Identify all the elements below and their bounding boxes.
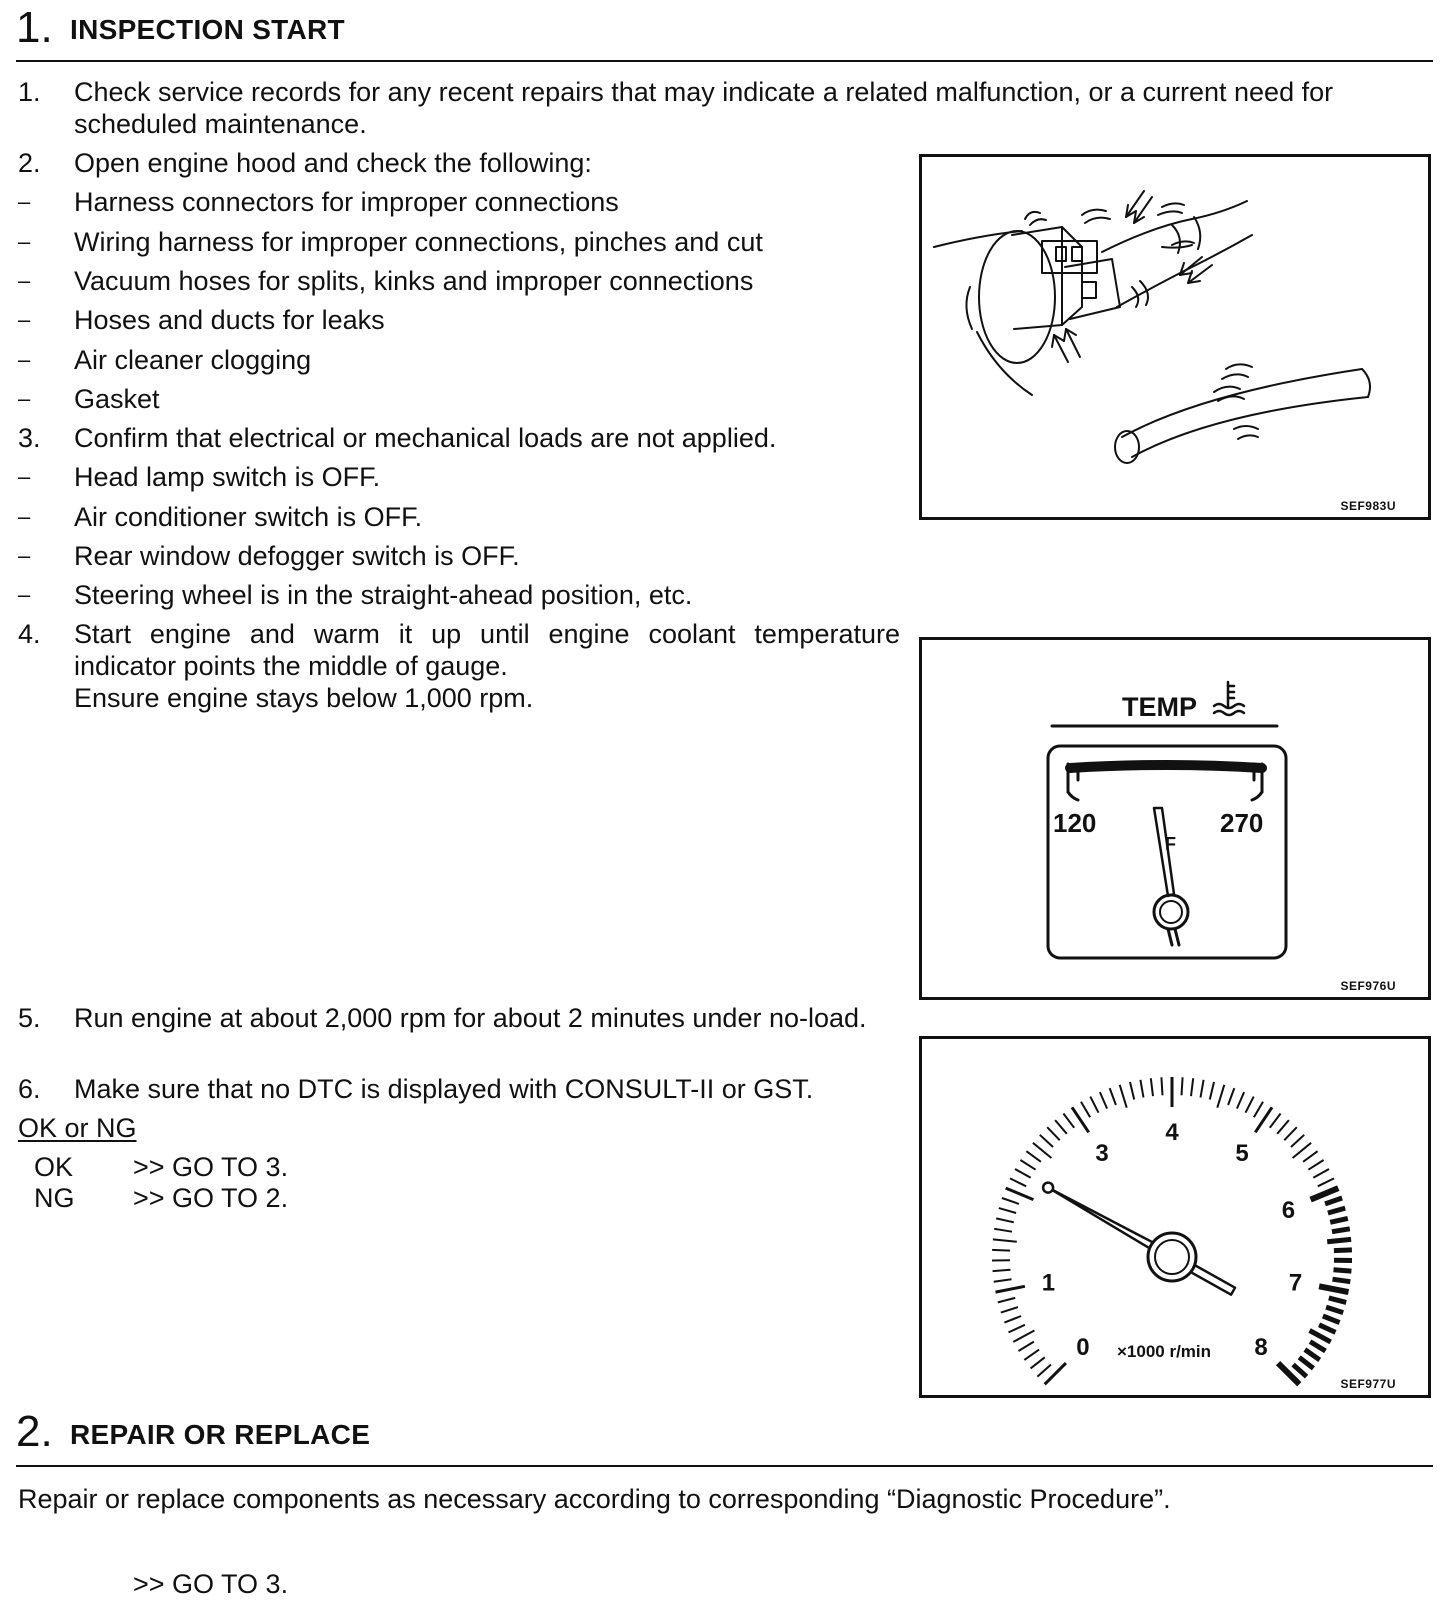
- section-1-number: 1.: [16, 3, 53, 52]
- tachometer-unit: ×1000 r/min: [1117, 1342, 1212, 1361]
- step-4-text: Start engine and warm it up until engine coolant temperature indicator points the middle of gauge.: [74, 619, 900, 681]
- step-1-number: 1.: [18, 77, 41, 107]
- section-1-title: INSPECTION START: [70, 14, 345, 45]
- step-2-item: Hoses and ducts for leaks: [74, 305, 385, 335]
- ok-label: OK: [34, 1152, 74, 1182]
- step-2-item: Gasket: [74, 384, 160, 414]
- step-2-item: Harness connectors for improper connections: [74, 187, 619, 217]
- tachometer-tick: [996, 1286, 1025, 1292]
- step-5-text: Run engine at about 2,000 rpm for about 2 minutes under no-load.: [74, 1003, 867, 1033]
- step-5-number: 5.: [18, 1003, 41, 1033]
- tachometer-scale-label: 8: [1254, 1334, 1268, 1362]
- harness-illustration: [922, 157, 1428, 517]
- bullet-dash: –: [18, 307, 31, 332]
- tachometer-scale-label: 7: [1288, 1269, 1303, 1297]
- tachometer-hub: [1155, 1240, 1189, 1274]
- figure-temperature-gauge: [919, 637, 1431, 1000]
- tachometer-tick: [1161, 1077, 1162, 1095]
- step-6-number: 6.: [18, 1074, 41, 1104]
- bullet-dash: –: [18, 347, 31, 372]
- step-2-item: Air cleaner clogging: [74, 345, 312, 375]
- tachometer-tick: [1151, 1078, 1153, 1096]
- tachometer-tick: [1305, 1350, 1320, 1360]
- step-2-item: Wiring harness for improper connections, pinches and cut: [74, 227, 763, 257]
- ok-action: >> GO TO 3.: [133, 1152, 289, 1182]
- tachometer-tick: [993, 1239, 1017, 1241]
- step-6-text: Make sure that no DTC is displayed with CONSULT-II or GST.: [74, 1074, 814, 1104]
- tachometer-tick: [1140, 1080, 1143, 1098]
- tachometer-tick: [1334, 1270, 1352, 1271]
- step-3-item: Steering wheel is in the straight-ahead position, etc.: [74, 580, 693, 610]
- tachometer-tick: [1284, 1127, 1297, 1140]
- tachometer-tick: [1327, 1239, 1351, 1241]
- tachometer-tick: [1325, 1198, 1342, 1204]
- tachometer-tick: [1026, 1151, 1041, 1162]
- step-4-number: 4.: [18, 619, 41, 649]
- tachometer-tick: [1318, 1178, 1334, 1186]
- tachometer-tick: [1090, 1097, 1098, 1113]
- tachometer-tick: [1081, 1102, 1090, 1118]
- temp-marker: F: [1165, 834, 1176, 854]
- tachometer-tick: [1024, 1350, 1039, 1360]
- tachometer-tick: [1182, 1077, 1183, 1095]
- ng-action: >> GO TO 2.: [133, 1183, 289, 1213]
- tachometer-tick: [1120, 1085, 1127, 1108]
- tachometer-tick: [1019, 1342, 1034, 1351]
- step-3-item: Air conditioner switch is OFF.: [74, 502, 423, 532]
- tachometer-tick: [1310, 1331, 1331, 1342]
- tachometer-tick: [1254, 1102, 1263, 1118]
- tachometer-tick: [1033, 1143, 1052, 1158]
- tachometer-scale-label: 1: [1041, 1269, 1056, 1297]
- step-2-number: 2.: [18, 148, 41, 178]
- tachometer-scale-label: 5: [1235, 1140, 1249, 1168]
- figure-tachometer: [919, 1036, 1431, 1398]
- tachometer-tick: [992, 1250, 1010, 1251]
- section-2-number: 2.: [16, 1407, 53, 1456]
- tachometer-tick: [1010, 1178, 1026, 1186]
- tachometer-tick: [1246, 1097, 1254, 1113]
- tachometer-tick: [1323, 1316, 1340, 1323]
- tachometer-tick: [1326, 1307, 1343, 1313]
- tachometer-tick: [1002, 1198, 1019, 1204]
- tachometer-scale-label: 3: [1095, 1140, 1109, 1168]
- tachometer-tick: [1015, 1169, 1031, 1178]
- tachometer-tick: [1201, 1080, 1204, 1098]
- tachometer-scale-label: 0: [1076, 1334, 1090, 1362]
- step-3-item: Rear window defogger switch is OFF.: [74, 541, 520, 571]
- tachometer-tick: [1313, 1169, 1329, 1178]
- tachometer-tick: [1303, 1151, 1318, 1162]
- tachometer-tick: [1310, 1342, 1325, 1351]
- step-3-number: 3.: [18, 423, 41, 453]
- tachometer-tick: [1210, 1082, 1214, 1100]
- figure-id-sef977u: SEF977U: [1340, 1377, 1396, 1391]
- tachometer-tick: [998, 1298, 1015, 1303]
- temperature-gauge: [922, 640, 1428, 997]
- step-2-text: Open engine hood and check the following:: [74, 148, 592, 178]
- tachometer-tick: [1293, 1365, 1307, 1377]
- tachometer-tick: [1270, 1114, 1281, 1128]
- tachometer-tick: [1100, 1092, 1107, 1109]
- step-2-item: Vacuum hoses for splits, kinks and improper connections: [74, 266, 754, 296]
- section-2-action: >> GO TO 3.: [133, 1569, 289, 1599]
- tachometer-tick: [1031, 1357, 1045, 1368]
- tachometer-tick: [1055, 1120, 1067, 1134]
- tachometer-tick: [994, 1229, 1012, 1232]
- tachometer-tick: [1333, 1279, 1351, 1282]
- tachometer-tick: [999, 1208, 1016, 1213]
- tachometer-tick: [1329, 1298, 1346, 1303]
- section-2-text: Repair or replace components as necessary according to corresponding “Diagnostic Procedure”.: [18, 1484, 1171, 1514]
- tachometer-tick: [1237, 1092, 1244, 1109]
- tachometer-tick: [1228, 1088, 1234, 1105]
- coolant-temperature-icon: [1214, 682, 1244, 715]
- tachometer-tick: [1001, 1307, 1018, 1313]
- section-2-title: REPAIR OR REPLACE: [70, 1419, 371, 1450]
- tachometer-tick: [1217, 1085, 1224, 1108]
- tachometer-tick: [1299, 1357, 1313, 1368]
- tachometer-tick: [996, 1218, 1014, 1222]
- tachometer-tick: [1063, 1114, 1074, 1128]
- bullet-dash: –: [18, 189, 31, 214]
- tachometer-needle: [1048, 1188, 1235, 1295]
- tachometer-needle-tip: [1043, 1183, 1053, 1193]
- tachometer-scale-label: 6: [1281, 1196, 1296, 1224]
- bullet-dash: –: [18, 268, 31, 293]
- step-3-text: Confirm that electrical or mechanical loads are not applied.: [74, 423, 777, 453]
- tachometer-tick: [1311, 1188, 1339, 1200]
- bullet-dash: –: [18, 582, 31, 607]
- tachometer-tick: [1040, 1135, 1053, 1147]
- temp-low-label: 120: [1053, 808, 1097, 838]
- bullet-dash: –: [18, 504, 31, 529]
- tachometer-tick: [1319, 1286, 1348, 1292]
- tachometer-tick: [1009, 1325, 1025, 1333]
- tachometer-tick: [993, 1270, 1011, 1271]
- figure-id-sef983u: SEF983U: [1340, 499, 1396, 513]
- tachometer-tick: [1293, 1143, 1312, 1158]
- temp-high-label: 270: [1220, 808, 1264, 838]
- section-2-rule: [16, 1465, 1433, 1467]
- tachometer-tick: [1004, 1316, 1021, 1323]
- tachometer-tick: [1334, 1250, 1352, 1251]
- bullet-dash: –: [18, 386, 31, 411]
- bullet-dash: –: [18, 229, 31, 254]
- section-1-rule: [16, 60, 1433, 62]
- tachometer-tick: [994, 1279, 1012, 1282]
- step-1-text: Check service records for any recent repairs that may indicate a related malfunction, or a current need for scheduled maintenance.: [74, 77, 1334, 139]
- temp-label: TEMP: [1122, 692, 1198, 722]
- tachometer-tick: [1047, 1127, 1060, 1140]
- tachometer-tick: [1006, 1188, 1034, 1200]
- tachometer-tick: [1130, 1082, 1134, 1100]
- ok-ng-heading: OK or NG: [18, 1113, 137, 1143]
- tachometer-tick: [1328, 1208, 1345, 1213]
- tachometer-tick: [1277, 1120, 1289, 1134]
- tachometer-tick: [1037, 1365, 1051, 1377]
- tachometer-tick: [1291, 1135, 1304, 1147]
- tachometer-tick: [1319, 1325, 1335, 1333]
- tachometer-tick: [1332, 1229, 1350, 1232]
- figure-id-sef976u: SEF976U: [1340, 979, 1396, 993]
- tachometer-tick: [1110, 1088, 1116, 1105]
- tachometer-tick: [1013, 1331, 1034, 1342]
- bullet-dash: –: [18, 543, 31, 568]
- tachometer-gauge: [922, 1039, 1428, 1395]
- ng-label: NG: [34, 1183, 75, 1213]
- tachometer-tick: [1308, 1160, 1323, 1170]
- bullet-dash: –: [18, 464, 31, 489]
- step-3-item: Head lamp switch is OFF.: [74, 462, 381, 492]
- tachometer-tick: [1191, 1078, 1193, 1096]
- tachometer-tick: [1330, 1218, 1348, 1222]
- tachometer-tick: [1020, 1160, 1035, 1170]
- tachometer-scale-label: 4: [1165, 1119, 1179, 1146]
- figure-harness-inspection: [919, 154, 1431, 520]
- step-4-note: Ensure engine stays below 1,000 rpm.: [74, 683, 534, 713]
